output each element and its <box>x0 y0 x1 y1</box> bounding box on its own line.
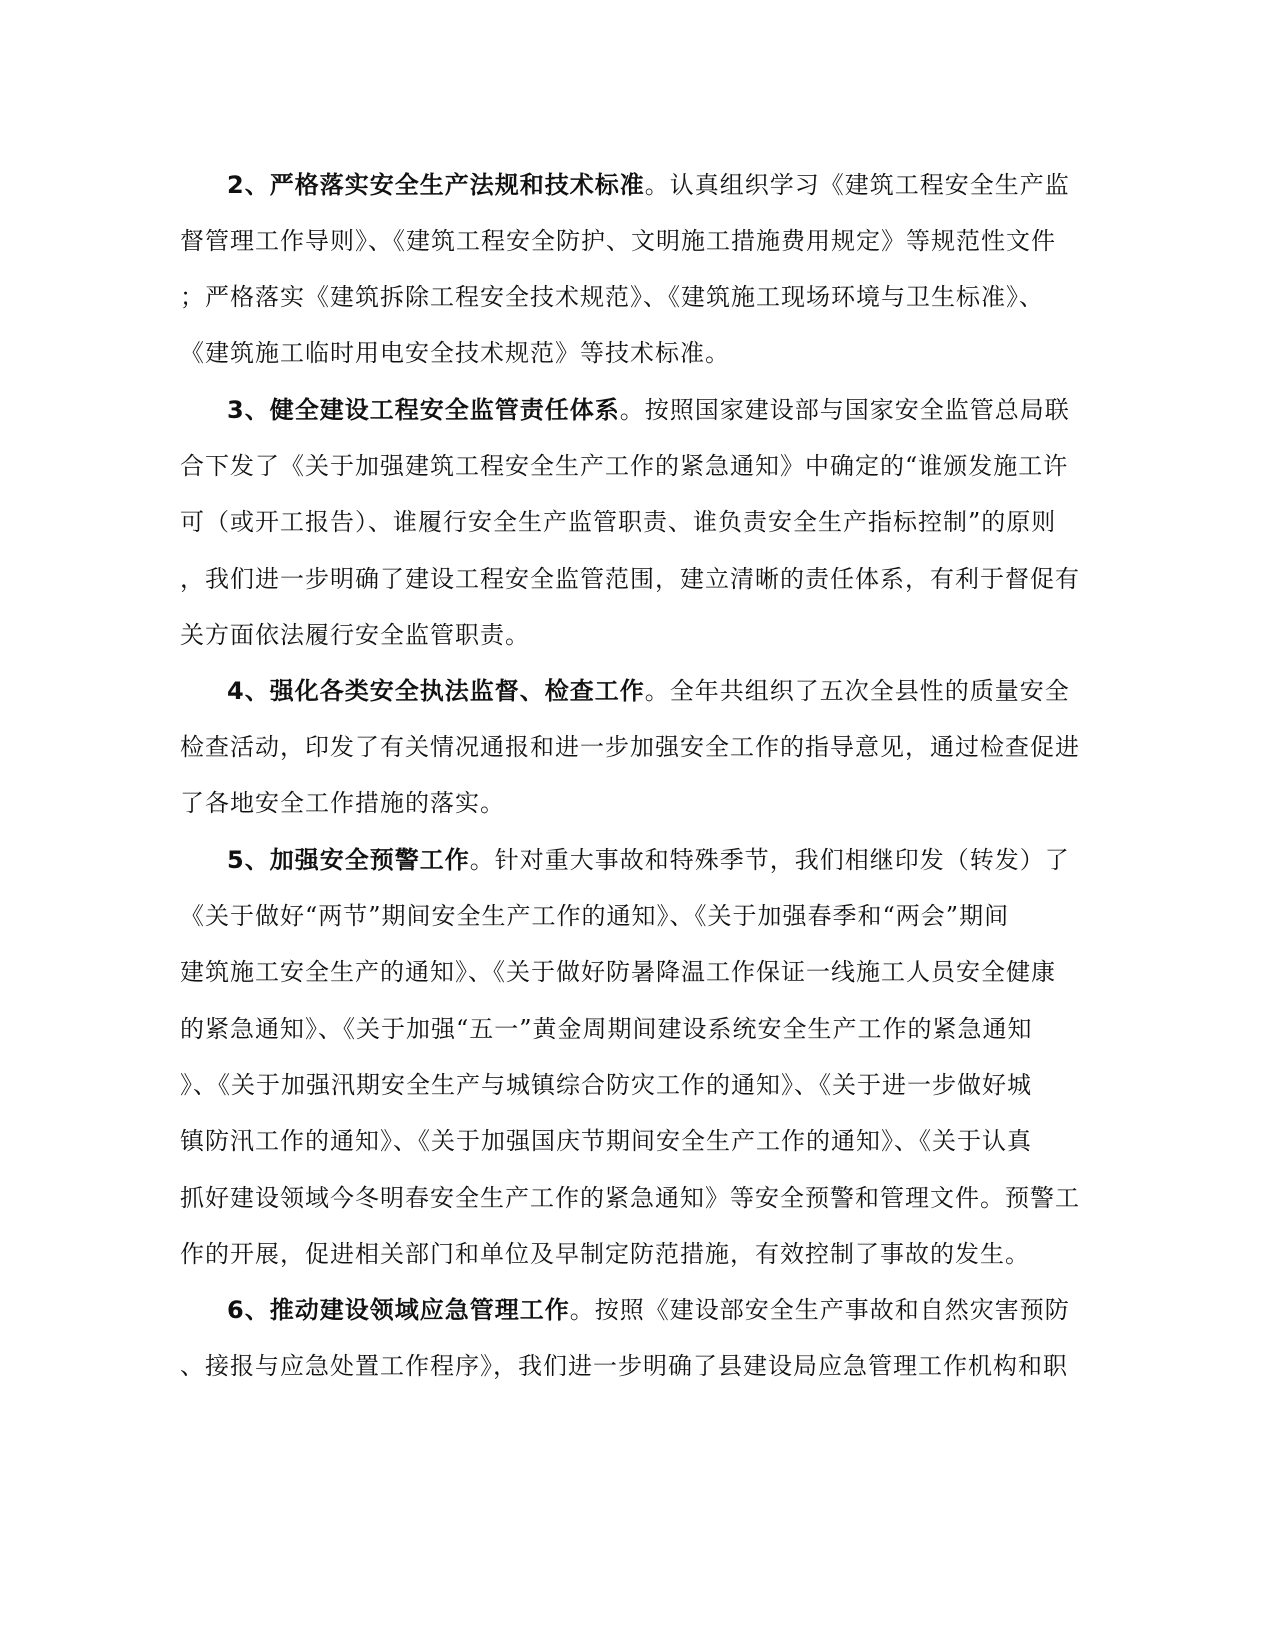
paragraph-5-heading: 5、加强安全预警工作 <box>227 846 470 874</box>
paragraph-3-text: 。按照国家建设部与国家安全监管总局联 <box>619 396 1070 424</box>
paragraph-3-line-5: 关方面依法履行安全监管职责。 <box>180 621 530 649</box>
paragraph-3-heading: 3、健全建设工程安全监管责任体系 <box>227 396 620 424</box>
paragraph-5-line-4: 的紧急通知》、《关于加强“五一”黄金周期间建设系统安全生产工作的紧急通知 <box>180 1015 1033 1043</box>
paragraph-6-heading: 6、推动建设领域应急管理工作 <box>227 1296 570 1324</box>
paragraph-4-line-2: 检查活动，印发了有关情况通报和进一步加强安全工作的指导意见，通过检查促进 <box>180 733 1080 761</box>
paragraph-3-line-2: 合下发了《关于加强建筑工程安全生产工作的紧急通知》中确定的“谁颁发施工许 <box>180 452 1069 480</box>
paragraph-3-line-3: 可（或开工报告）、谁履行安全生产监管职责、谁负责安全生产指标控制”的原则 <box>180 508 1057 536</box>
paragraph-5-line-1 <box>227 843 1080 877</box>
paragraph-6-line-2: 、接报与应急处置工作程序》，我们进一步明确了县建设局应急管理工作机构和职 <box>180 1352 1068 1380</box>
paragraph-2-line-1 <box>227 168 1080 202</box>
paragraph-2-text: 。认真组织学习《建筑工程安全生产监 <box>644 171 1070 199</box>
paragraph-5-line-2: 《关于做好“两节”期间安全生产工作的通知》、《关于加强春季和“两会”期间 <box>180 902 1010 930</box>
paragraph-3-line-4: ，我们进一步明确了建设工程安全监管范围，建立清晰的责任体系，有利于督促有 <box>180 565 1080 593</box>
paragraph-5-line-8: 作的开展，促进相关部门和单位及早制定防范措施，有效控制了事故的发生。 <box>180 1240 1030 1268</box>
paragraph-5-line-7: 抓好建设领域今冬明春安全生产工作的紧急通知》等安全预警和管理文件。预警工 <box>180 1184 1080 1212</box>
paragraph-6-text: 。按照《建设部安全生产事故和自然灾害预防 <box>569 1296 1070 1324</box>
paragraph-2-heading: 2、严格落实安全生产法规和技术标准 <box>227 171 645 199</box>
paragraph-6-line-1 <box>227 1293 1080 1327</box>
paragraph-4-text: 。全年共组织了五次全县性的质量安全 <box>644 677 1070 705</box>
paragraph-2-line-4: 《建筑施工临时用电安全技术规范》等技术标准。 <box>180 339 730 367</box>
paragraph-4-line-3: 了各地安全工作措施的落实。 <box>180 789 505 817</box>
paragraph-2-line-2: 督管理工作导则》、《建筑工程安全防护、文明施工措施费用规定》等规范性文件 <box>180 227 1056 255</box>
paragraph-4-line-1 <box>227 674 1080 708</box>
paragraph-4-heading: 4、强化各类安全执法监督、检查工作 <box>227 677 645 705</box>
paragraph-5-text: 。针对重大事故和特殊季节，我们相继印发（转发）了 <box>469 846 1070 874</box>
paragraph-2-line-3: ；严格落实《建筑拆除工程安全技术规范》、《建筑施工现场环境与卫生标准》、 <box>180 283 1044 311</box>
paragraph-3-line-1 <box>227 393 1080 427</box>
paragraph-5-line-3: 建筑施工安全生产的通知》、《关于做好防暑降温工作保证一线施工人员安全健康 <box>180 958 1056 986</box>
paragraph-5-line-6: 镇防汛工作的通知》、《关于加强国庆节期间安全生产工作的通知》、《关于认真 <box>180 1127 1032 1155</box>
paragraph-5-line-5: 》、《关于加强汛期安全生产与城镇综合防灾工作的通知》、《关于进一步做好城 <box>180 1071 1032 1099</box>
